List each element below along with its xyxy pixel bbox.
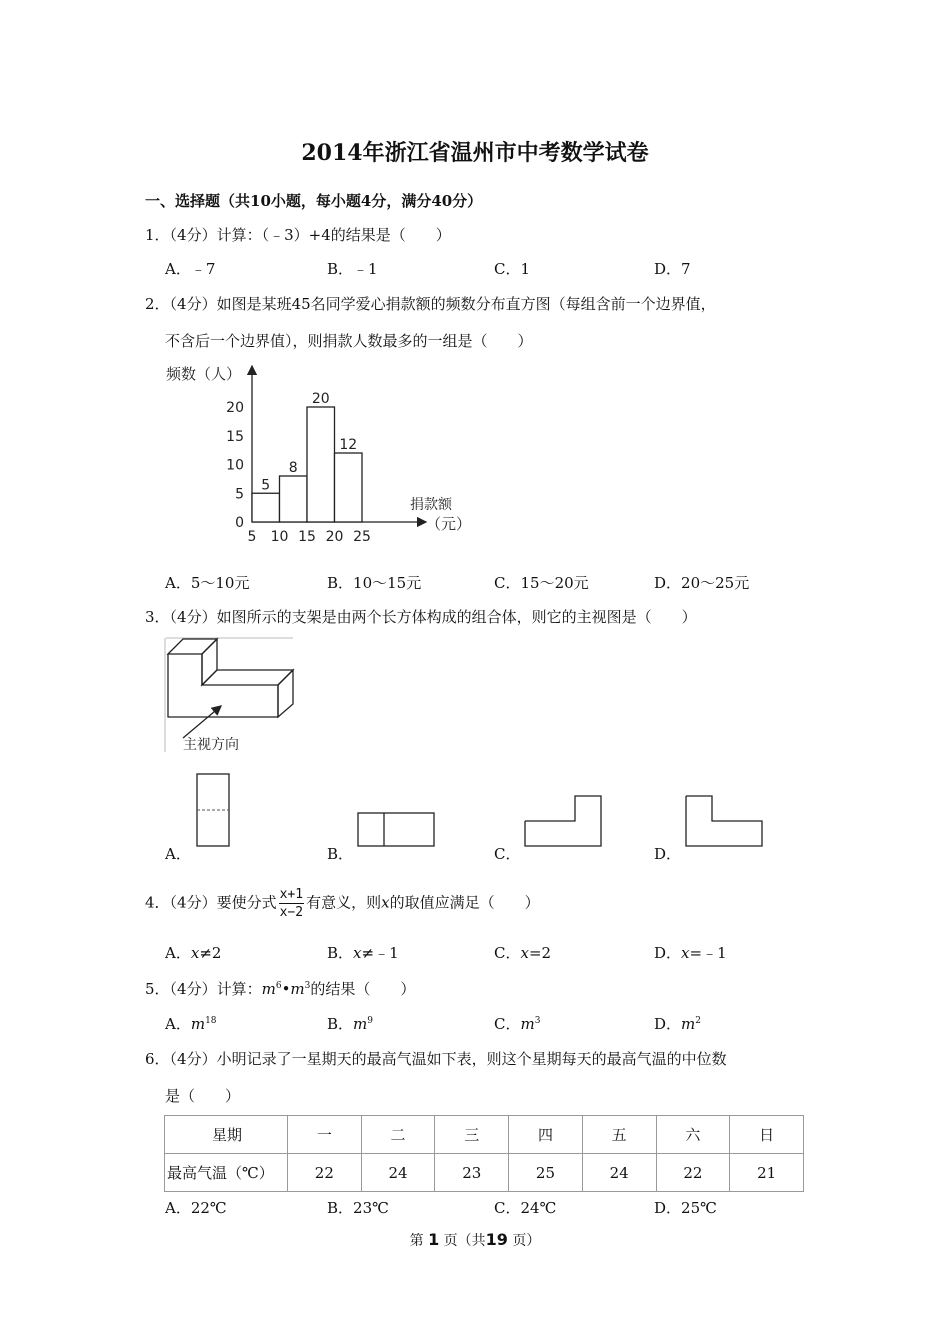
q1-option-c: C．1 bbox=[494, 260, 531, 278]
table-cell: 三 bbox=[435, 1116, 509, 1154]
q3-option-a-figure bbox=[194, 772, 234, 850]
q4-option-c: C．x=2 bbox=[494, 944, 552, 962]
question-5-text: 5．（4分）计算：$m^6•m^3$的结果（ ） bbox=[145, 980, 416, 998]
q5-option-a: A．$m^{18}$ bbox=[165, 1015, 217, 1033]
y-tick-label: 20 bbox=[226, 400, 244, 416]
table-cell: 25 bbox=[509, 1154, 583, 1192]
table-cell: 日 bbox=[730, 1116, 804, 1154]
table-cell: 最高气温（℃） bbox=[165, 1154, 288, 1192]
question-6-line2: 是（ ） bbox=[165, 1087, 241, 1105]
frequency-histogram bbox=[160, 358, 490, 558]
q4-option-a: A．x≠2 bbox=[165, 944, 222, 962]
table-cell: 24 bbox=[582, 1154, 656, 1192]
histogram-bar bbox=[252, 493, 280, 522]
table-cell: 24 bbox=[361, 1154, 435, 1192]
table-cell: 一 bbox=[288, 1116, 362, 1154]
y-tick-label: 5 bbox=[235, 486, 244, 503]
q1-option-d: D．7 bbox=[654, 260, 691, 278]
q1-option-b: B．﹣1 bbox=[327, 260, 378, 278]
q1-option-a: A．﹣7 bbox=[165, 260, 216, 278]
bar-value-label: 20 bbox=[311, 391, 330, 407]
q2-option-c: C．15～20元 bbox=[494, 574, 589, 592]
q4-numerator: x+1 bbox=[279, 887, 304, 902]
histogram-bar bbox=[335, 453, 363, 522]
bar-value-label: 12 bbox=[339, 437, 358, 453]
question-2-line2: 不含后一个边界值），则捐款人数最多的一组是（ ） bbox=[165, 332, 533, 350]
x-axis-label-line2: （元） bbox=[426, 515, 472, 533]
question-3-text: 3．（4分）如图所示的支架是由两个长方体构成的组合体，则它的主视图是（ ） bbox=[145, 608, 697, 626]
q4-fraction bbox=[279, 886, 304, 921]
q5-option-d: D．$m^2$ bbox=[654, 1015, 701, 1033]
section-heading: 一、选择题（共10小题，每小题4分，满分40分） bbox=[145, 192, 483, 210]
bracket-3d-figure bbox=[163, 636, 303, 754]
table-cell: 二 bbox=[361, 1116, 435, 1154]
q2-option-d: D．20～25元 bbox=[654, 574, 750, 592]
q6-option-d: D．25℃ bbox=[654, 1199, 717, 1217]
question-2-line1: 2．（4分）如图是某班45名同学爱心捐款额的频数分布直方图（每组含前一个边界值， bbox=[145, 295, 716, 313]
q3-option-c-figure bbox=[523, 794, 605, 850]
question-6-line1: 6．（4分）小明记录了一星期天的最高气温如下表，则这个星期每天的最高气温的中位数 bbox=[145, 1050, 727, 1068]
table-cell: 六 bbox=[656, 1116, 730, 1154]
x-tick-label: 20 bbox=[325, 529, 344, 545]
view-direction-label: 主视方向 bbox=[183, 737, 239, 753]
q2-option-b: B．10～15元 bbox=[327, 574, 422, 592]
page-number: 1 bbox=[428, 1230, 440, 1249]
q5-option-c: C．$m^3$ bbox=[494, 1015, 541, 1033]
q4-text-before: 4．（4分）要使分式 bbox=[145, 893, 277, 912]
x-tick-label: 5 bbox=[247, 529, 257, 545]
q3-option-d-figure bbox=[684, 794, 766, 850]
q6-option-a: A．22℃ bbox=[165, 1199, 227, 1217]
table-row bbox=[165, 1154, 804, 1192]
temperature-table bbox=[164, 1115, 804, 1192]
table-header-row bbox=[165, 1116, 804, 1154]
page-title: 2014年浙江省温州市中考数学试卷 bbox=[301, 140, 649, 166]
table-cell: 五 bbox=[582, 1116, 656, 1154]
table-cell: 22 bbox=[288, 1154, 362, 1192]
x-tick-label: 25 bbox=[353, 529, 371, 545]
q4-option-d: D．x=﹣1 bbox=[654, 944, 727, 962]
histogram-bar bbox=[307, 407, 335, 522]
q3-option-b: B． bbox=[327, 845, 354, 863]
page-footer: 第 1 页（共19 页） bbox=[409, 1230, 541, 1249]
q4-text-after-suffix: 的取值应满足（ ） bbox=[389, 893, 540, 912]
q6-option-b: B．23℃ bbox=[327, 1199, 389, 1217]
page-total: 19 bbox=[485, 1230, 508, 1249]
y-axis-label: 频数（人） bbox=[166, 365, 242, 383]
q4-option-b: B．x≠﹣1 bbox=[327, 944, 399, 962]
q3-option-d: D． bbox=[654, 845, 682, 863]
q3-option-b-figure bbox=[356, 811, 438, 851]
y-tick-label: 10 bbox=[226, 457, 244, 474]
table-cell: 星期 bbox=[165, 1116, 288, 1154]
q4-text-after-prefix: 有意义，则 bbox=[306, 893, 382, 912]
y-tick-label: 0 bbox=[235, 515, 244, 531]
x-axis-label-line1: 捐款额 bbox=[410, 497, 452, 513]
q3-option-c: C． bbox=[494, 845, 521, 863]
q6-option-c: C．24℃ bbox=[494, 1199, 557, 1217]
x-tick-label: 15 bbox=[298, 529, 316, 545]
y-tick-label: 15 bbox=[226, 428, 244, 445]
q2-option-a: A．5～10元 bbox=[165, 574, 250, 592]
question-1-text: 1．（4分）计算：（﹣3）+4的结果是（ ） bbox=[145, 226, 451, 244]
bar-value-label: 8 bbox=[288, 460, 298, 476]
table-cell: 21 bbox=[730, 1154, 804, 1192]
q3-option-a: A． bbox=[165, 845, 191, 863]
table-cell: 23 bbox=[435, 1154, 509, 1192]
q5-option-b: B．$m^9$ bbox=[327, 1015, 373, 1033]
question-4-text bbox=[145, 886, 540, 921]
table-cell: 22 bbox=[656, 1154, 730, 1192]
q4-variable: x bbox=[381, 893, 390, 912]
histogram-bar bbox=[280, 476, 308, 522]
table-cell: 四 bbox=[509, 1116, 583, 1154]
x-tick-label: 10 bbox=[270, 529, 289, 545]
q4-denominator: x−2 bbox=[279, 905, 304, 920]
bar-value-label: 5 bbox=[261, 477, 271, 494]
